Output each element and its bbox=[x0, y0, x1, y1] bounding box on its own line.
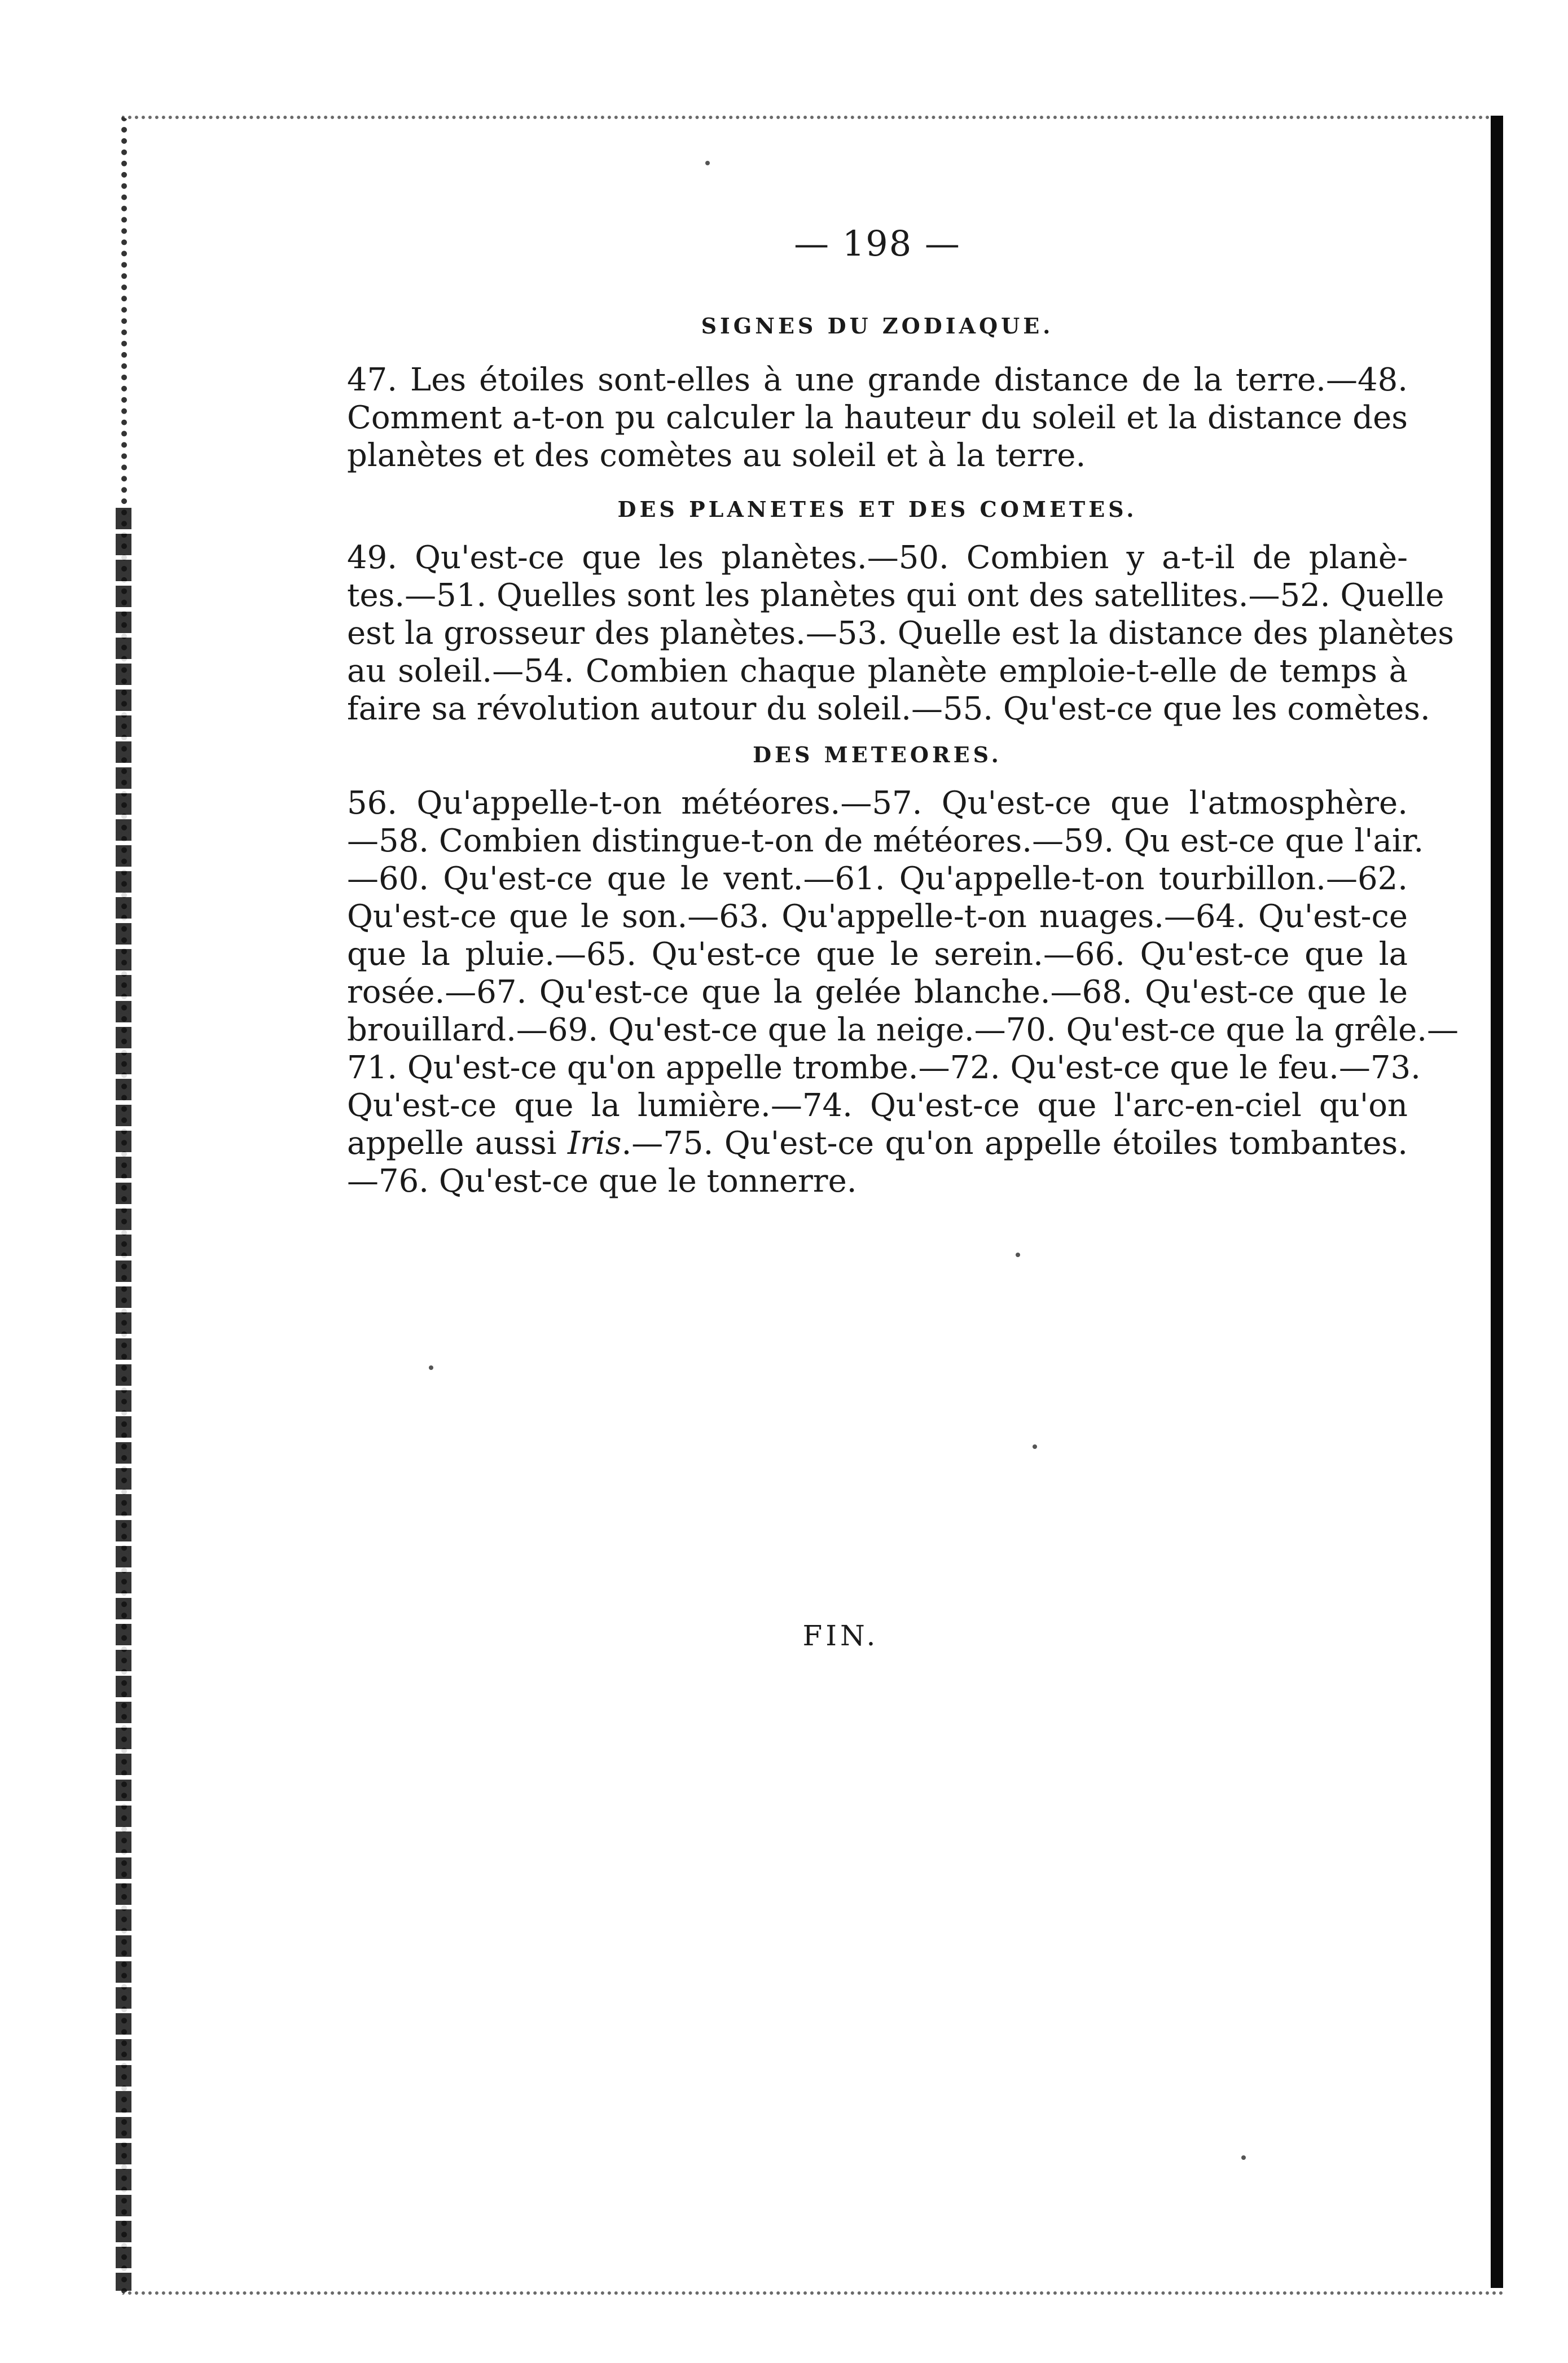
text-line: —60. Qu'est-ce que le vent.—61. Qu'appelle-t-on tourbillon.—62. bbox=[347, 860, 1408, 897]
text-line: Comment a-t-on pu calculer la hauteur du soleil et la distance des bbox=[347, 399, 1408, 436]
section-heading-meteores: DES METEORES. bbox=[753, 742, 1002, 767]
text-line: Qu'est-ce que la lumière.—74. Qu'est-ce que l'arc-en-ciel qu'on bbox=[347, 1087, 1408, 1124]
text-line: —76. Qu'est-ce que le tonnerre. bbox=[347, 1163, 857, 1200]
text-line: tes.—51. Quelles sont les planètes qui ont des satellites.—52. Quelle bbox=[347, 577, 1444, 614]
text-line: 56. Qu'appelle-t-on météores.—57. Qu'est-ce que l'atmosphère. bbox=[347, 785, 1408, 822]
scan-speck bbox=[429, 1365, 433, 1370]
text-line: est la grosseur des planètes.—53. Quelle est la distance des planètes bbox=[347, 615, 1454, 652]
text-line: que la pluie.—65. Qu'est-ce que le serein.—66. Qu'est-ce que la bbox=[347, 936, 1408, 973]
text-line: —58. Combien distingue-t-on de météores.—59. Qu est-ce que l'air. bbox=[347, 823, 1424, 859]
text-line: Qu'est-ce que le son.—63. Qu'appelle-t-on nuages.—64. Qu'est-ce bbox=[347, 898, 1408, 935]
scan-speck bbox=[1033, 1444, 1037, 1449]
paragraph-planetes bbox=[347, 539, 1454, 728]
text-line: 71. Qu'est-ce qu'on appelle trombe.—72. Qu'est-ce que le feu.—73. bbox=[347, 1049, 1421, 1086]
scan-speck bbox=[1016, 1253, 1020, 1257]
text-line: rosée.—67. Qu'est-ce que la gelée blanche.—68. Qu'est-ce que le bbox=[347, 974, 1408, 1011]
section-heading-zodiaque: SIGNES DU ZODIAQUE. bbox=[701, 313, 1054, 339]
text-line: faire sa révolution autour du soleil.—55. Qu'est-ce que les comètes. bbox=[347, 691, 1430, 727]
section-heading-planetes: DES PLANETES ET DES COMETES. bbox=[617, 497, 1137, 522]
paragraph-meteores bbox=[347, 784, 1459, 1200]
text-line: planètes et des comètes au soleil et à la terre. bbox=[347, 437, 1086, 474]
scan-speck bbox=[1241, 2155, 1246, 2160]
text-line: 49. Qu'est-ce que les planètes.—50. Combien y a-t-il de planè- bbox=[347, 539, 1408, 576]
scan-speck bbox=[705, 161, 710, 165]
text-line: appelle aussi Iris.—75. Qu'est-ce qu'on appelle étoiles tombantes. bbox=[347, 1125, 1408, 1162]
page-right-edge bbox=[1491, 116, 1503, 2288]
binding-edge bbox=[116, 508, 131, 2291]
paragraph-zodiaque bbox=[347, 361, 1408, 475]
text-line: brouillard.—69. Qu'est-ce que la neige.—70. Qu'est-ce que la grêle.— bbox=[347, 1012, 1459, 1048]
text-line: 47. Les étoiles sont-elles à une grande distance de la terre.—48. bbox=[347, 362, 1408, 398]
italic-term: Iris bbox=[567, 1125, 622, 1162]
page-number: — 198 — bbox=[794, 223, 961, 264]
text-line: au soleil.—54. Combien chaque planète emploie-t-elle de temps à bbox=[347, 653, 1408, 689]
end-mark: FIN. bbox=[802, 1619, 879, 1652]
